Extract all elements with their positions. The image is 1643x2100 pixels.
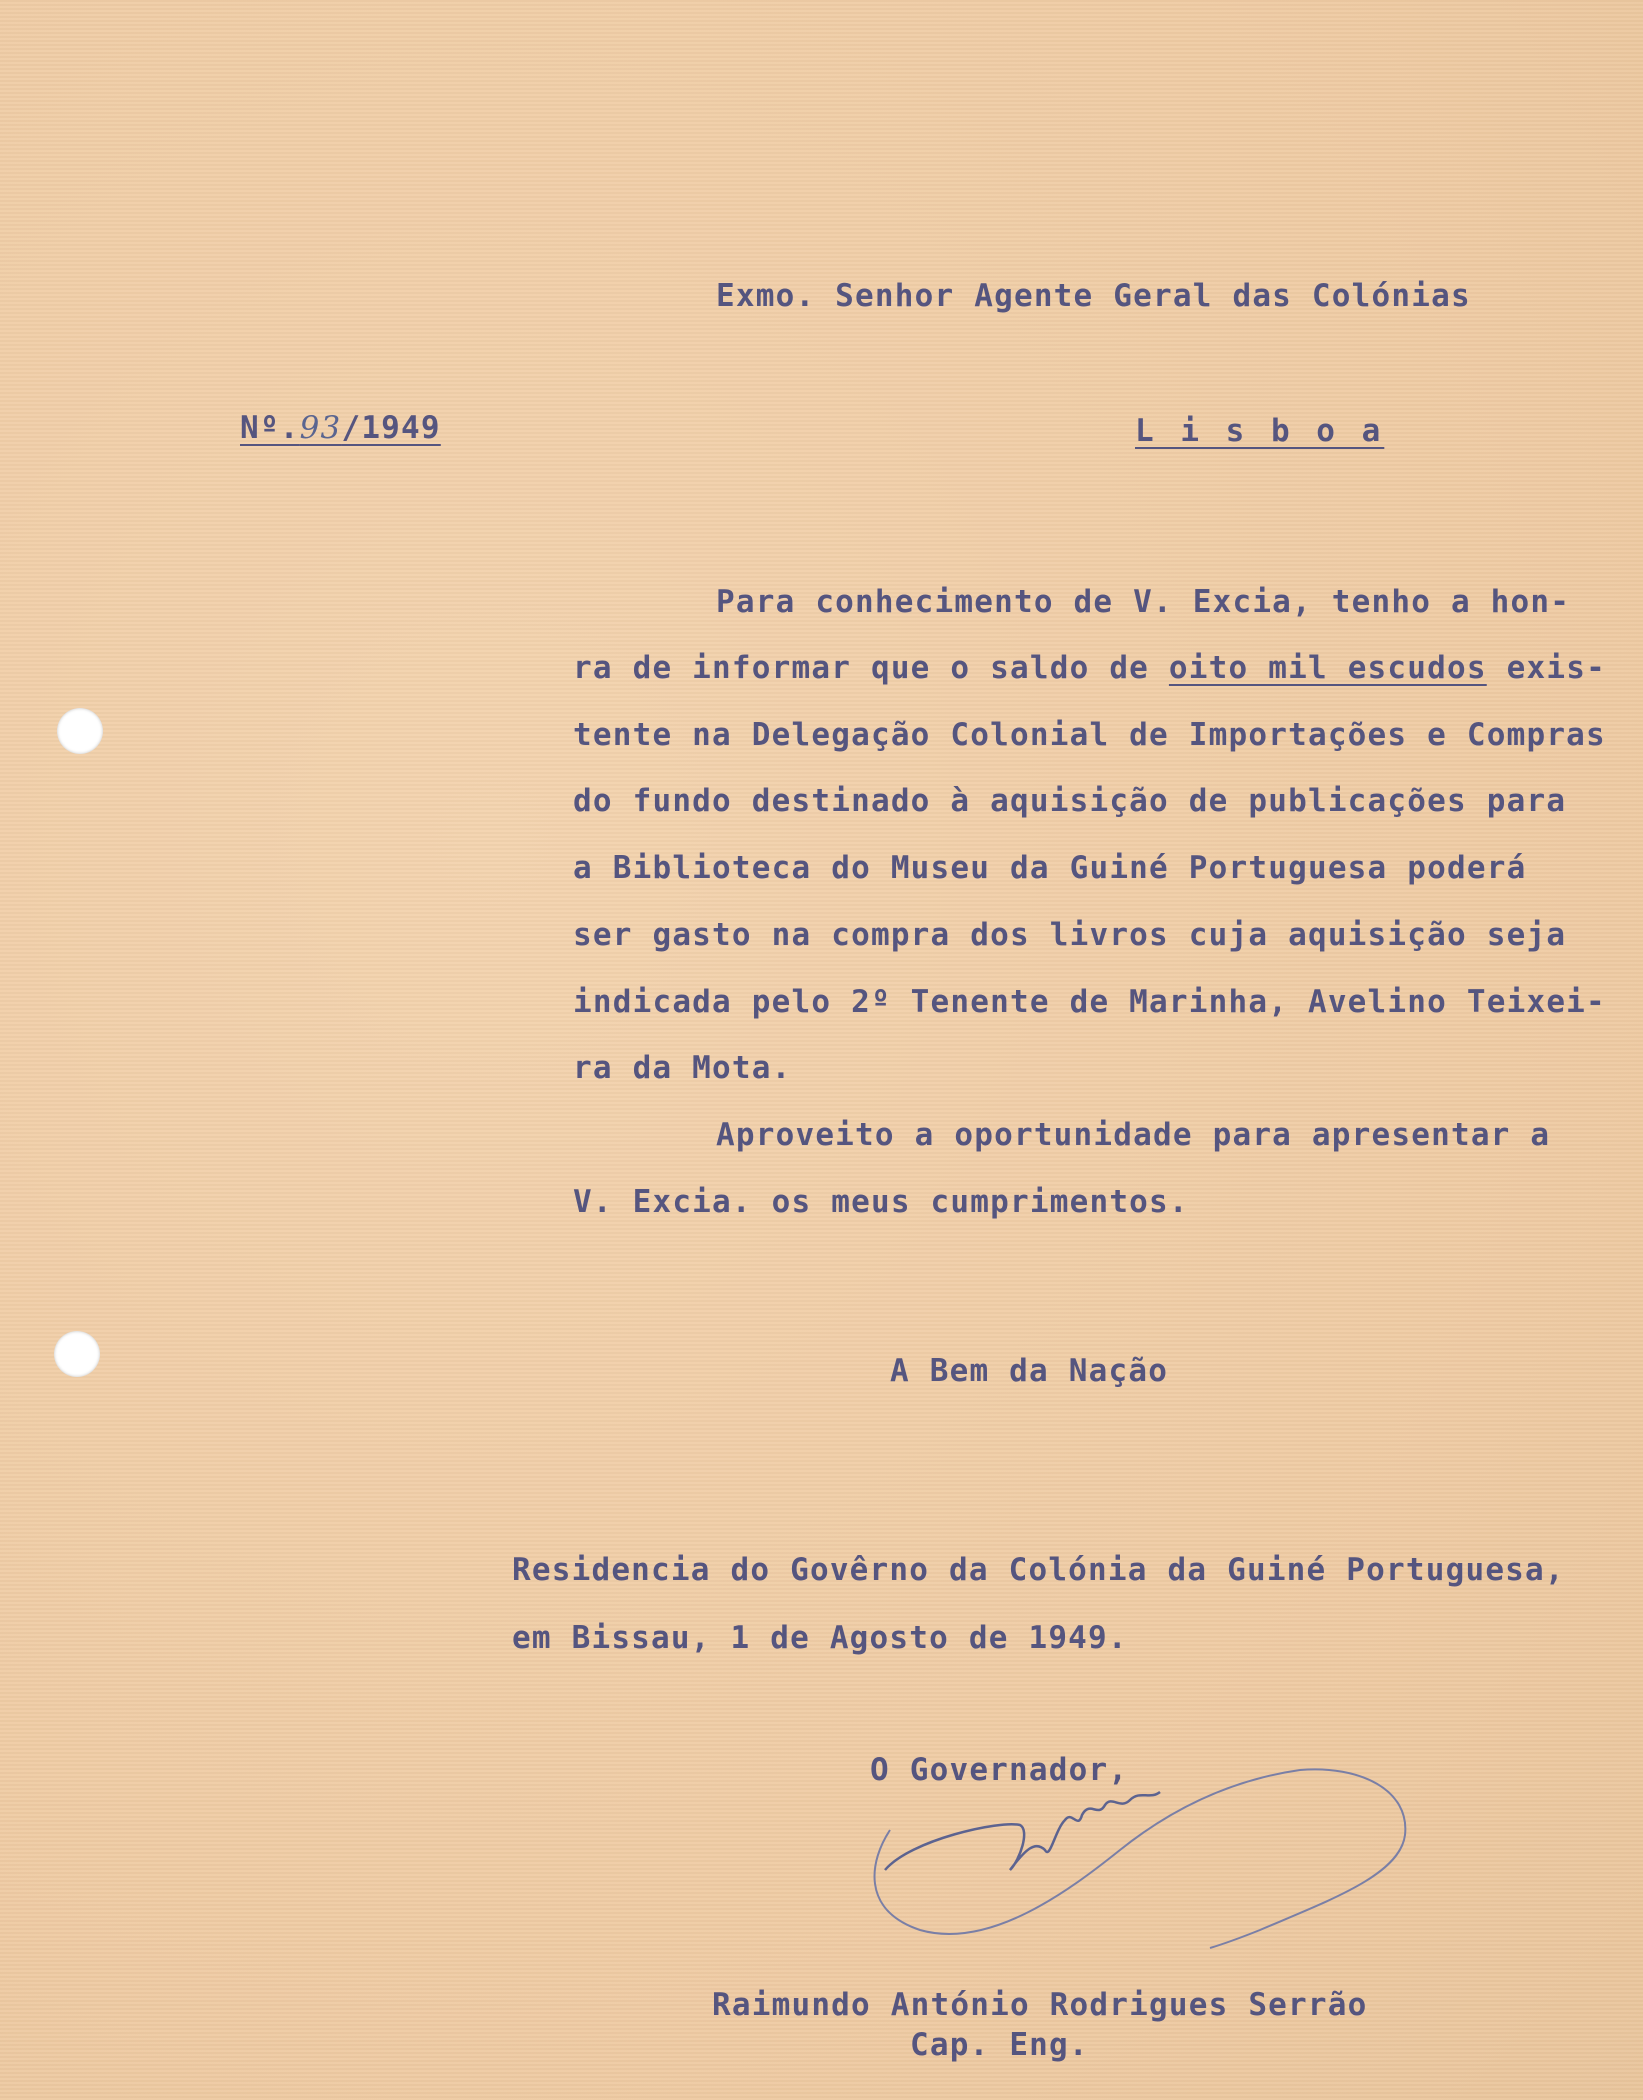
signatory-title: O Governador, (870, 1752, 1129, 1788)
place-line-2: em Bissau, 1 de Agosto de 1949. (512, 1620, 1128, 1656)
place-line-1: Residencia do Govêrno da Colónia da Guiné Portuguesa, (512, 1552, 1565, 1588)
body-line-3: tente na Delegação Colonial de Importações e Compras (573, 717, 1606, 753)
amount-underlined: oito mil escudos (1168, 650, 1487, 686)
body-line-2-start: ra de informar que o saldo de (573, 650, 1169, 686)
reference-year: /1949 (341, 410, 441, 446)
city: L i s b o a (1135, 413, 1385, 449)
addressee: Exmo. Senhor Agente Geral das Colónias (716, 278, 1471, 314)
signatory-rank: Cap. Eng. (910, 2027, 1089, 2063)
body-line-2-end: exis- (1486, 650, 1606, 686)
punch-hole-lower (54, 1331, 100, 1377)
signatory-name: Raimundo António Rodrigues Serrão (712, 1987, 1368, 2023)
body-line-2 (573, 650, 1606, 686)
body-line-6: ser gasto na compra dos livros cuja aquisição seja (573, 917, 1567, 953)
motto: A Bem da Nação (890, 1353, 1169, 1389)
punch-hole-upper (57, 708, 103, 754)
body-line-8: ra da Mota. (573, 1050, 792, 1086)
reference-number (240, 410, 441, 446)
reference-prefix: Nº. (240, 410, 300, 446)
reference-handwritten-number: 93 (299, 410, 342, 446)
closing-line-2: V. Excia. os meus cumprimentos. (573, 1184, 1189, 1220)
body-line-5: a Biblioteca do Museu da Guiné Portuguesa poderá (573, 850, 1527, 886)
signature-stroke (885, 1792, 1160, 1870)
body-line-7: indicada pelo 2º Tenente de Marinha, Avelino Teixei- (573, 984, 1606, 1020)
governor-signature (850, 1700, 1430, 1950)
closing-line-1: Aproveito a oportunidade para apresentar a (716, 1117, 1551, 1153)
body-line-4: do fundo destinado à aquisição de publicações para (573, 783, 1567, 819)
body-line-1: Para conhecimento de V. Excia, tenho a hon- (716, 584, 1571, 620)
